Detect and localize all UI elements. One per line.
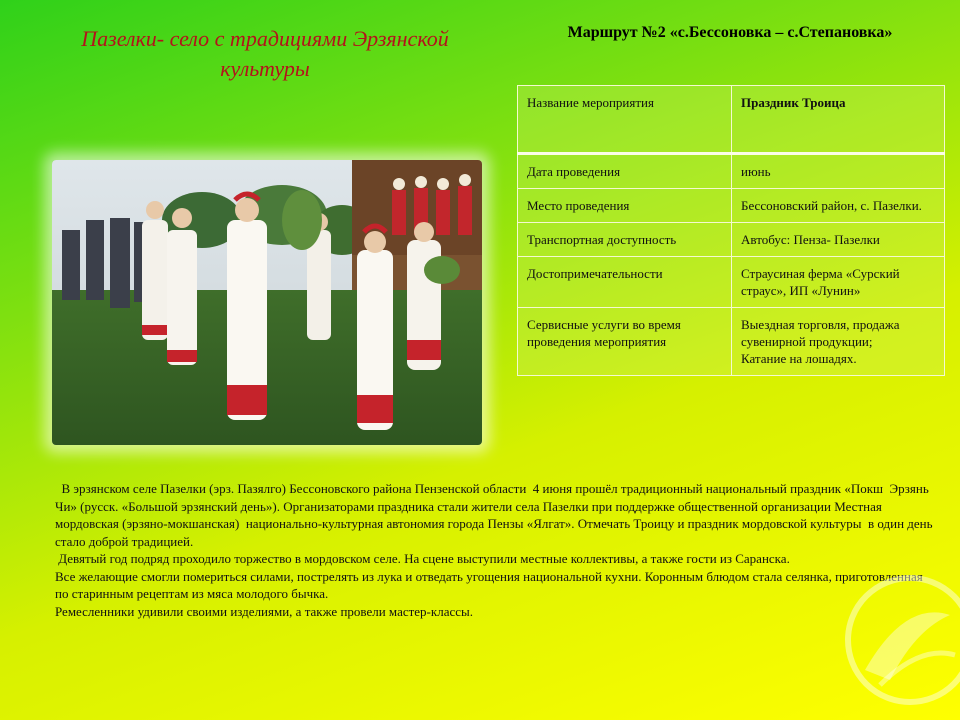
festival-photo: [52, 160, 482, 445]
table-key: Дата проведения: [518, 154, 732, 189]
table-row: [518, 308, 945, 376]
table-row: [518, 223, 945, 257]
table-key: Достопримечательности: [518, 257, 732, 308]
paragraph: Девятый год подряд проходило торжество в мордовском селе. На сцене выступили местные коллективы, а также гости из Саранска.: [55, 551, 790, 566]
watermark-logo-icon: [820, 560, 960, 720]
table-value: [732, 308, 945, 376]
paragraph: Ремесленники удивили своими изделиями, а также провели мастер-классы.: [55, 603, 473, 619]
route-title: Маршрут №2 «с.Бессоновка – с.Степановка»: [567, 24, 893, 41]
table-key: Транспортная доступность: [518, 223, 732, 257]
table-value-line: Катание на лошадях.: [741, 351, 857, 366]
slide-title: Пазелки- село с традициями Эрзянской культуры: [81, 26, 449, 81]
table-value: Праздник Троица: [732, 86, 945, 154]
table-row: [518, 257, 945, 308]
table-value-line: Выездная торговля, продажа сувенирной продукции;: [741, 317, 900, 349]
table-value: Бессоновский район, с. Пазелки.: [732, 189, 945, 223]
table-key: Место проведения: [518, 189, 732, 223]
paragraph: Все желающие смогли помериться силами, пострелять из лука и отведать угощения национальной кухни. Коронным блюдом стала селянка, приготовленная по старинным рецептам из мяса молодого бычка.: [55, 568, 923, 601]
table-key: Название мероприятия: [518, 86, 732, 154]
table-value: июнь: [732, 154, 945, 189]
table-value: Страусиная ферма «Сурский страус», ИП «Лунин»: [732, 257, 945, 308]
table-value: Автобус: Пенза- Пазелки: [732, 223, 945, 257]
table-row: [518, 154, 945, 189]
event-info-table: [517, 85, 945, 376]
table-row: [518, 86, 945, 154]
article-text: [55, 480, 935, 620]
table-key: Сервисные услуги во время проведения мероприятия: [518, 308, 732, 376]
table-row: [518, 189, 945, 223]
paragraph: В эрзянском селе Пазелки (эрз. Пазялго) Бессоновского района Пензенской области 4 июня прошёл традиционный национальный праздник «Покш Эрзянь Чи» (русск. «Большой эрзянский день»). Организаторами праздника стали жители села Пазелки при поддержке общественной организации Местная мордовская (эрзяно-мокшанская) национально-культурная автономия города Пензы «Ялгат». Отмечать Троицу и праздник мордовской культуры в один день стало доброй традицией.: [55, 481, 936, 549]
